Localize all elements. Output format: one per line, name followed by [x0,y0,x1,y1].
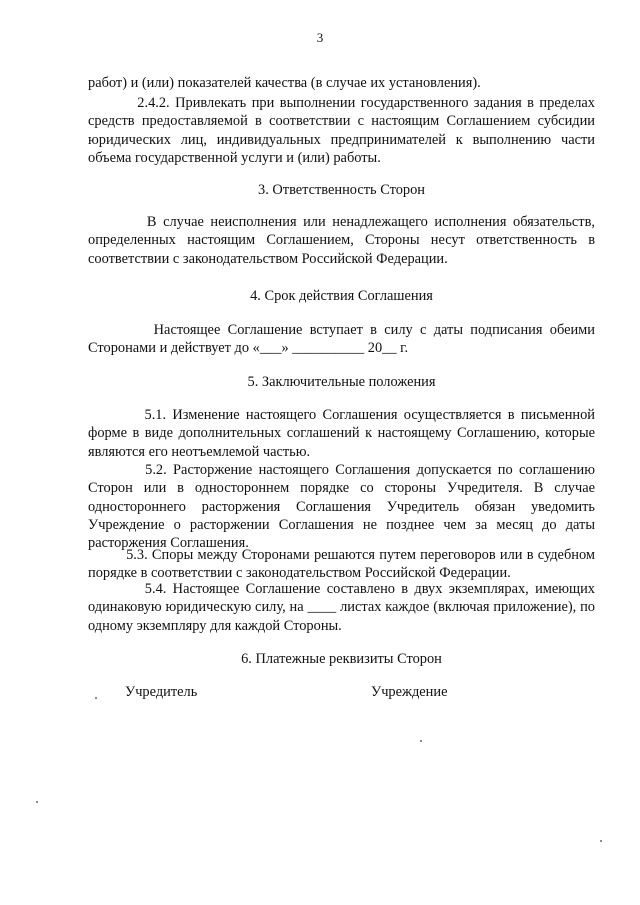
paragraph-5-3: 5.3. Споры между Сторонами решаются путем переговоров или в судебном порядке в соответствии с законодательством Российской Федерации. [88,547,595,582]
signature-institution-label: Учреждение [371,684,448,700]
section-heading-3: 3. Ответственность Сторон [258,182,425,198]
scan-speck [95,697,97,699]
scan-speck [420,740,422,742]
section-heading-4: 4. Срок действия Соглашения [250,288,433,304]
section-heading-6: 6. Платежные реквизиты Сторон [241,651,442,667]
paragraph-5-4: 5.4. Настоящее Соглашение составлено в двух экземплярах, имеющих одинаковую юридическую силу, на ____ листах каждое (включая приложение), по одному экземпляру для каждой Стороны. [88,581,595,634]
section-heading-5: 5. Заключительные положения [247,374,436,390]
paragraph-responsibility: В случае неисполнения или ненадлежащего исполнения обязательств, определенных настоящим Соглашением, Стороны несут ответственность в соответствии с законодательством Российской Федерации. [88,214,595,267]
paragraph-5-2: 5.2. Расторжение настоящего Соглашения допускается по соглашению Сторон или в одностороннем порядке со стороны Учредителя. В случае одностороннего расторжения Соглашения Учредитель обязан уведомить Учреждение о расторжении Соглашения не позднее чем за месяц до даты расторжения Соглашения. [88,462,595,552]
page-number: 3 [316,30,324,45]
scan-speck [36,801,38,803]
scan-speck [600,840,602,842]
signature-founder-label: Учредитель [125,684,198,700]
paragraph-continuation: работ) и (или) показателей качества (в случае их установления). [88,75,481,91]
paragraph-2-4-2: 2.4.2. Привлекать при выполнении государственного задания в пределах средств предоставляемой в соответствии с настоящим Соглашением субсидии юридических лиц, индивидуальных предпринимателей к выполнению части объема государственной услуги и (или) работы. [88,95,595,166]
paragraph-5-1: 5.1. Изменение настоящего Соглашения осуществляется в письменной форме в виде дополнительных соглашений к настоящему Соглашению, которые являются его неотъемлемой частью. [88,407,595,460]
paragraph-term: Настоящее Соглашение вступает в силу с даты подписания обеими Сторонами и действует до «___» __________ 20__ г. [88,322,595,357]
